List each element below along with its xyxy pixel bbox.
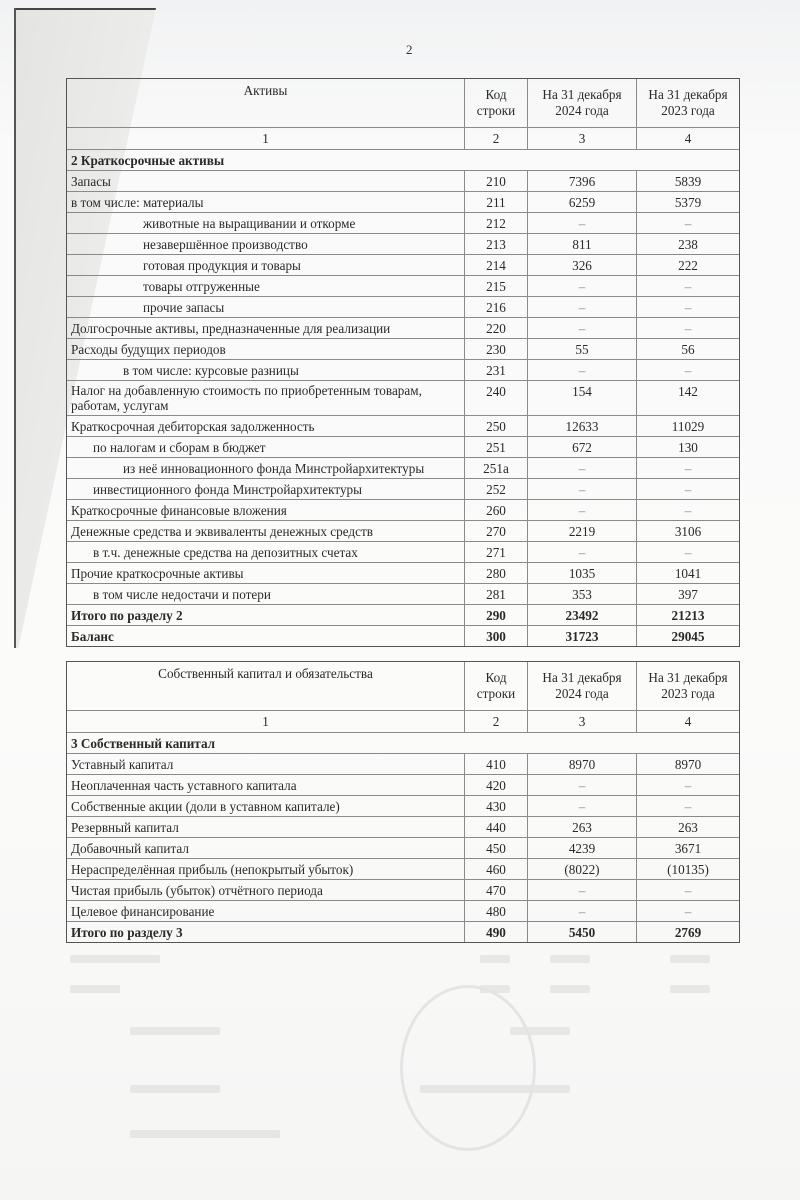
value-2024: – bbox=[528, 458, 637, 479]
value-2024: – bbox=[528, 880, 637, 901]
value-2024: 263 bbox=[528, 817, 637, 838]
header-2024: На 31 декабря 2024 года bbox=[528, 662, 637, 711]
row-label: Нераспределённая прибыль (непокрытый убыток) bbox=[67, 859, 465, 880]
value-2023: 142 bbox=[637, 381, 740, 416]
row-code: 470 bbox=[465, 880, 528, 901]
total-2024: 23492 bbox=[528, 605, 637, 626]
value-2023: 397 bbox=[637, 584, 740, 605]
row-code: 251а bbox=[465, 458, 528, 479]
row-code: 460 bbox=[465, 859, 528, 880]
value-2023: 56 bbox=[637, 339, 740, 360]
table-row bbox=[67, 339, 740, 360]
table-row bbox=[67, 775, 740, 796]
table-row bbox=[67, 381, 740, 416]
row-label: в том числе: материалы bbox=[67, 192, 465, 213]
value-2023: 3106 bbox=[637, 521, 740, 542]
row-code: 281 bbox=[465, 584, 528, 605]
row-label: Налог на добавленную стоимость по приобретенным товарам, работам, услугам bbox=[67, 381, 465, 416]
value-2024: – bbox=[528, 901, 637, 922]
row-code: 251 bbox=[465, 437, 528, 458]
value-2023: – bbox=[637, 796, 740, 817]
table-row bbox=[67, 360, 740, 381]
value-2024: 811 bbox=[528, 234, 637, 255]
row-code: 214 bbox=[465, 255, 528, 276]
total-label: Итого по разделу 3 bbox=[67, 922, 465, 943]
value-2023: 5379 bbox=[637, 192, 740, 213]
total-code: 490 bbox=[465, 922, 528, 943]
row-code: 250 bbox=[465, 416, 528, 437]
value-2024: – bbox=[528, 276, 637, 297]
table-row bbox=[67, 437, 740, 458]
value-2023: 5839 bbox=[637, 171, 740, 192]
column-number: 1 bbox=[67, 711, 465, 733]
table-row bbox=[67, 754, 740, 775]
row-label: прочие запасы bbox=[67, 297, 465, 318]
total-row bbox=[67, 605, 740, 626]
table-row bbox=[67, 901, 740, 922]
value-2024: – bbox=[528, 213, 637, 234]
row-code: 210 bbox=[465, 171, 528, 192]
row-code: 271 bbox=[465, 542, 528, 563]
row-label: в т.ч. денежные средства на депозитных счетах bbox=[67, 542, 465, 563]
total-label: Баланс bbox=[67, 626, 465, 647]
row-code: 252 bbox=[465, 479, 528, 500]
value-2024: – bbox=[528, 479, 637, 500]
row-label: инвестиционного фонда Минстройархитектуры bbox=[67, 479, 465, 500]
column-number: 2 bbox=[465, 711, 528, 733]
value-2023: 3671 bbox=[637, 838, 740, 859]
section-title: 3 Собственный капитал bbox=[67, 733, 740, 754]
value-2023: – bbox=[637, 213, 740, 234]
row-code: 213 bbox=[465, 234, 528, 255]
row-code: 220 bbox=[465, 318, 528, 339]
table-row bbox=[67, 458, 740, 479]
total-2023: 21213 bbox=[637, 605, 740, 626]
total-row bbox=[67, 922, 740, 943]
value-2024: 55 bbox=[528, 339, 637, 360]
table-row bbox=[67, 584, 740, 605]
table-row bbox=[67, 817, 740, 838]
value-2024: 1035 bbox=[528, 563, 637, 584]
total-label: Итого по разделу 2 bbox=[67, 605, 465, 626]
value-2023: 238 bbox=[637, 234, 740, 255]
table-row bbox=[67, 416, 740, 437]
header-assets: Активы bbox=[67, 79, 465, 128]
row-label: Расходы будущих периодов bbox=[67, 339, 465, 360]
table-row bbox=[67, 479, 740, 500]
value-2024: – bbox=[528, 775, 637, 796]
total-row bbox=[67, 626, 740, 647]
table-row bbox=[67, 796, 740, 817]
value-2023: – bbox=[637, 318, 740, 339]
row-code: 450 bbox=[465, 838, 528, 859]
value-2024: 8970 bbox=[528, 754, 637, 775]
table-row bbox=[67, 171, 740, 192]
value-2024: 672 bbox=[528, 437, 637, 458]
column-number: 1 bbox=[67, 128, 465, 150]
column-number: 4 bbox=[637, 128, 740, 150]
header-2023: На 31 декабря 2023 года bbox=[637, 662, 740, 711]
assets-table bbox=[66, 78, 740, 647]
row-label: Неоплаченная часть уставного капитала bbox=[67, 775, 465, 796]
value-2023: 1041 bbox=[637, 563, 740, 584]
value-2024: 4239 bbox=[528, 838, 637, 859]
value-2024: – bbox=[528, 297, 637, 318]
row-label: Краткосрочные финансовые вложения bbox=[67, 500, 465, 521]
column-number: 2 bbox=[465, 128, 528, 150]
value-2023: – bbox=[637, 479, 740, 500]
row-label: Прочие краткосрочные активы bbox=[67, 563, 465, 584]
value-2023: – bbox=[637, 542, 740, 563]
row-code: 280 bbox=[465, 563, 528, 584]
value-2023: 263 bbox=[637, 817, 740, 838]
table-row bbox=[67, 880, 740, 901]
row-code: 211 bbox=[465, 192, 528, 213]
value-2024: 2219 bbox=[528, 521, 637, 542]
column-number-row bbox=[67, 128, 740, 150]
row-label: животные на выращивании и откорме bbox=[67, 213, 465, 234]
bleed-through-ghost bbox=[70, 945, 740, 1135]
value-2024: – bbox=[528, 500, 637, 521]
value-2024: – bbox=[528, 542, 637, 563]
row-code: 480 bbox=[465, 901, 528, 922]
header-2023: На 31 декабря 2023 года bbox=[637, 79, 740, 128]
total-2024: 31723 bbox=[528, 626, 637, 647]
section-title: 2 Краткосрочные активы bbox=[67, 150, 740, 171]
table-row bbox=[67, 255, 740, 276]
table-row bbox=[67, 838, 740, 859]
row-label: Долгосрочные активы, предназначенные для реализации bbox=[67, 318, 465, 339]
row-label: Собственные акции (доли в уставном капитале) bbox=[67, 796, 465, 817]
table-header-row bbox=[67, 79, 740, 128]
row-code: 420 bbox=[465, 775, 528, 796]
section-row bbox=[67, 150, 740, 171]
value-2023: – bbox=[637, 276, 740, 297]
row-code: 270 bbox=[465, 521, 528, 542]
total-2024: 5450 bbox=[528, 922, 637, 943]
row-code: 216 bbox=[465, 297, 528, 318]
row-label: из неё инновационного фонда Минстройархитектуры bbox=[67, 458, 465, 479]
row-label: Денежные средства и эквиваленты денежных средств bbox=[67, 521, 465, 542]
table-row bbox=[67, 297, 740, 318]
row-label: незавершённое производство bbox=[67, 234, 465, 255]
row-label: Резервный капитал bbox=[67, 817, 465, 838]
value-2024: – bbox=[528, 318, 637, 339]
table-header-row bbox=[67, 662, 740, 711]
value-2023: 130 bbox=[637, 437, 740, 458]
value-2024: 7396 bbox=[528, 171, 637, 192]
row-label: Краткосрочная дебиторская задолженность bbox=[67, 416, 465, 437]
row-label: товары отгруженные bbox=[67, 276, 465, 297]
page-number: 2 bbox=[406, 42, 413, 57]
row-label: по налогам и сборам в бюджет bbox=[67, 437, 465, 458]
table-row bbox=[67, 500, 740, 521]
row-label: в том числе: курсовые разницы bbox=[67, 360, 465, 381]
value-2023: – bbox=[637, 360, 740, 381]
total-2023: 29045 bbox=[637, 626, 740, 647]
row-code: 212 bbox=[465, 213, 528, 234]
total-code: 290 bbox=[465, 605, 528, 626]
header-equity: Собственный капитал и обязательства bbox=[67, 662, 465, 711]
header-2024: На 31 декабря 2024 года bbox=[528, 79, 637, 128]
row-code: 231 bbox=[465, 360, 528, 381]
table-row bbox=[67, 542, 740, 563]
value-2024: (8022) bbox=[528, 859, 637, 880]
value-2023: – bbox=[637, 458, 740, 479]
value-2023: – bbox=[637, 775, 740, 796]
value-2023: 11029 bbox=[637, 416, 740, 437]
row-code: 240 bbox=[465, 381, 528, 416]
value-2023: – bbox=[637, 901, 740, 922]
value-2024: – bbox=[528, 796, 637, 817]
row-code: 410 bbox=[465, 754, 528, 775]
column-number: 4 bbox=[637, 711, 740, 733]
row-code: 215 bbox=[465, 276, 528, 297]
row-label: Добавочный капитал bbox=[67, 838, 465, 859]
row-label: готовая продукция и товары bbox=[67, 255, 465, 276]
value-2024: 154 bbox=[528, 381, 637, 416]
value-2023: – bbox=[637, 297, 740, 318]
column-number: 3 bbox=[528, 711, 637, 733]
table-row bbox=[67, 234, 740, 255]
table-row bbox=[67, 192, 740, 213]
value-2023: – bbox=[637, 880, 740, 901]
value-2023: – bbox=[637, 500, 740, 521]
total-2023: 2769 bbox=[637, 922, 740, 943]
header-code: Код строки bbox=[465, 662, 528, 711]
value-2024: 326 bbox=[528, 255, 637, 276]
section-row bbox=[67, 733, 740, 754]
value-2024: 353 bbox=[528, 584, 637, 605]
row-code: 430 bbox=[465, 796, 528, 817]
table-row bbox=[67, 859, 740, 880]
row-label: в том числе недостачи и потери bbox=[67, 584, 465, 605]
value-2023: 222 bbox=[637, 255, 740, 276]
value-2024: 6259 bbox=[528, 192, 637, 213]
equity-table bbox=[66, 661, 740, 943]
value-2023: (10135) bbox=[637, 859, 740, 880]
table-row bbox=[67, 213, 740, 234]
value-2023: 8970 bbox=[637, 754, 740, 775]
row-label: Уставный капитал bbox=[67, 754, 465, 775]
total-code: 300 bbox=[465, 626, 528, 647]
row-code: 440 bbox=[465, 817, 528, 838]
value-2024: 12633 bbox=[528, 416, 637, 437]
table-row bbox=[67, 521, 740, 542]
column-number-row bbox=[67, 711, 740, 733]
table-row bbox=[67, 276, 740, 297]
value-2024: – bbox=[528, 360, 637, 381]
row-code: 230 bbox=[465, 339, 528, 360]
column-number: 3 bbox=[528, 128, 637, 150]
table-row bbox=[67, 318, 740, 339]
row-label: Запасы bbox=[67, 171, 465, 192]
row-code: 260 bbox=[465, 500, 528, 521]
table-row bbox=[67, 563, 740, 584]
header-code: Код строки bbox=[465, 79, 528, 128]
row-label: Целевое финансирование bbox=[67, 901, 465, 922]
row-label: Чистая прибыль (убыток) отчётного периода bbox=[67, 880, 465, 901]
